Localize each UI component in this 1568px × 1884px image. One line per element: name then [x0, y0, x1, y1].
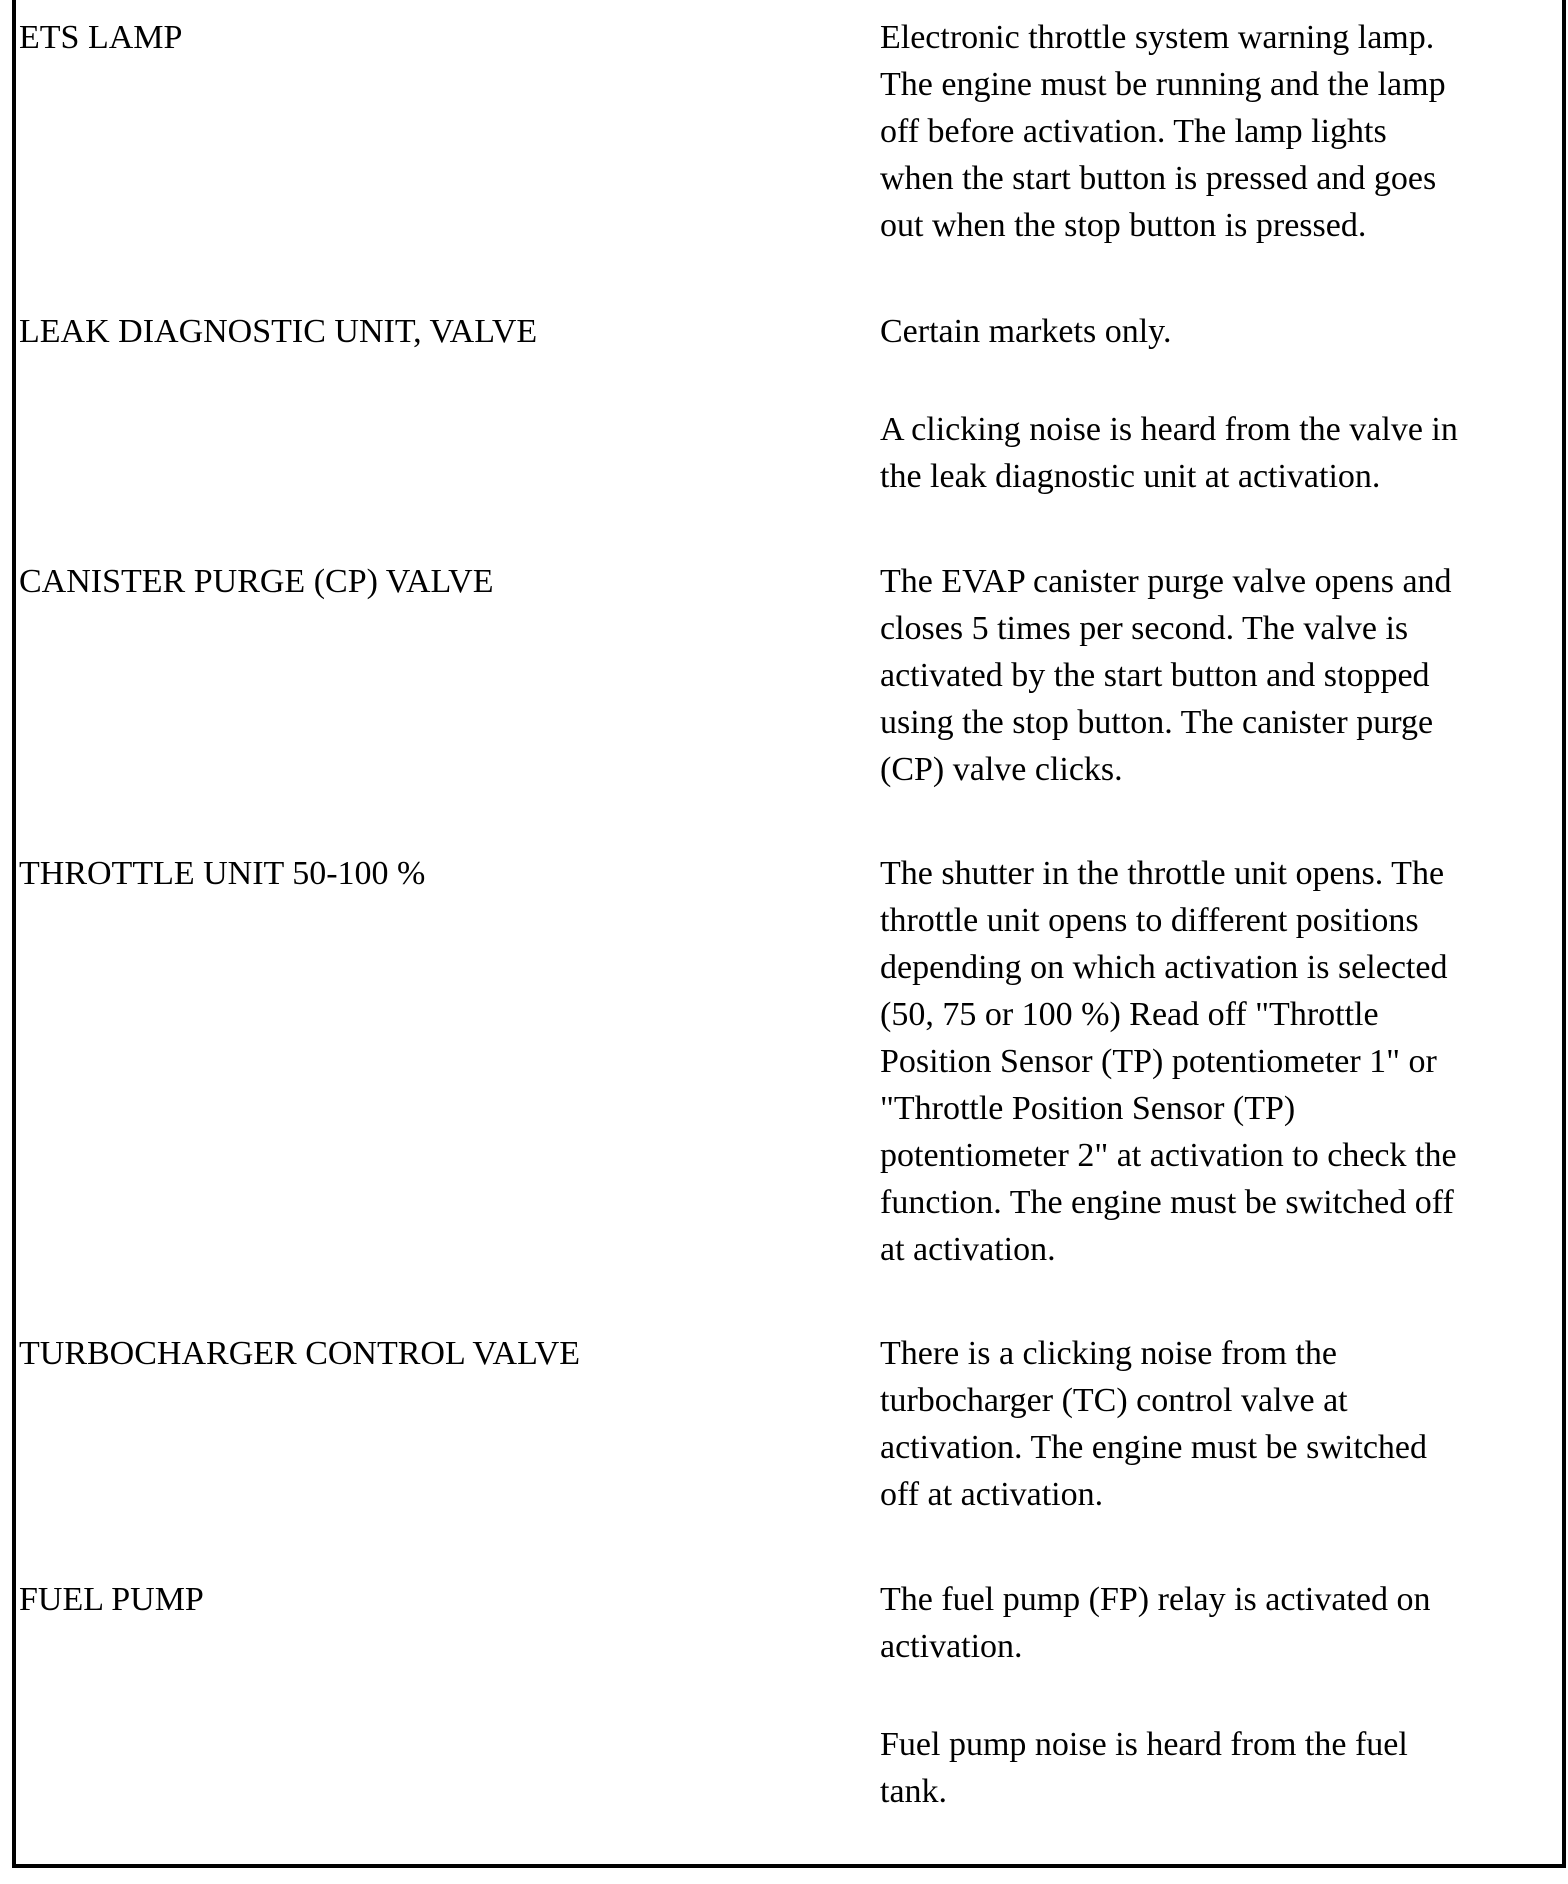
description-line: The EVAP canister purge valve opens and: [880, 563, 1452, 600]
component-label: THROTTLE UNIT 50-100 %: [19, 855, 426, 892]
component-label: CANISTER PURGE (CP) VALVE: [19, 563, 494, 600]
description-line: off at activation.: [880, 1476, 1104, 1513]
description-line: throttle unit opens to different positions: [880, 902, 1419, 939]
component-description: [880, 1576, 1568, 1815]
description-line: closes 5 times per second. The valve is: [880, 610, 1409, 647]
activation-table: [12, 0, 1566, 1868]
description-line: (CP) valve clicks.: [880, 751, 1123, 788]
description-line: tank.: [880, 1773, 948, 1810]
description-paragraph: [880, 14, 1568, 249]
description-paragraph: [880, 1576, 1568, 1670]
component-description: [880, 1330, 1568, 1518]
component-label: ETS LAMP: [19, 19, 183, 56]
component-description: [880, 14, 1568, 249]
description-line: There is a clicking noise from the: [880, 1335, 1337, 1372]
description-paragraph: [880, 406, 1568, 500]
description-line: activation.: [880, 1628, 1023, 1665]
description-line: out when the stop button is pressed.: [880, 207, 1367, 244]
description-line: The shutter in the throttle unit opens. The: [880, 855, 1445, 892]
description-line: function. The engine must be switched off: [880, 1184, 1454, 1221]
description-line: Electronic throttle system warning lamp.: [880, 19, 1435, 56]
description-line: Position Sensor (TP) potentiometer 1" or: [880, 1043, 1437, 1080]
description-line: when the start button is pressed and goes: [880, 160, 1437, 197]
description-line: using the stop button. The canister purge: [880, 704, 1434, 741]
description-line: activation. The engine must be switched: [880, 1429, 1428, 1466]
description-line: at activation.: [880, 1231, 1056, 1268]
description-paragraph: [880, 1330, 1568, 1518]
description-line: The fuel pump (FP) relay is activated on: [880, 1581, 1431, 1618]
description-line: potentiometer 2" at activation to check the: [880, 1137, 1457, 1174]
description-paragraph: [880, 308, 1568, 355]
component-label: TURBOCHARGER CONTROL VALVE: [19, 1335, 581, 1372]
component-label: FUEL PUMP: [19, 1581, 204, 1618]
description-line: A clicking noise is heard from the valve in: [880, 411, 1458, 448]
description-line: off before activation. The lamp lights: [880, 113, 1387, 150]
description-line: turbocharger (TC) control valve at: [880, 1382, 1348, 1419]
description-line: Certain markets only.: [880, 313, 1172, 350]
description-line: activated by the start button and stopped: [880, 657, 1430, 694]
description-line: "Throttle Position Sensor (TP): [880, 1090, 1296, 1127]
description-line: depending on which activation is selected: [880, 949, 1448, 986]
description-paragraph: [880, 1721, 1568, 1815]
description-line: Fuel pump noise is heard from the fuel: [880, 1726, 1408, 1763]
description-line: (50, 75 or 100 %) Read off "Throttle: [880, 996, 1379, 1033]
component-description: [880, 558, 1568, 793]
description-line: the leak diagnostic unit at activation.: [880, 458, 1381, 495]
component-label: LEAK DIAGNOSTIC UNIT, VALVE: [19, 313, 538, 350]
description-line: The engine must be running and the lamp: [880, 66, 1446, 103]
description-paragraph: [880, 558, 1568, 793]
component-description: [880, 308, 1568, 500]
description-paragraph: [880, 850, 1568, 1273]
component-description: [880, 850, 1568, 1273]
